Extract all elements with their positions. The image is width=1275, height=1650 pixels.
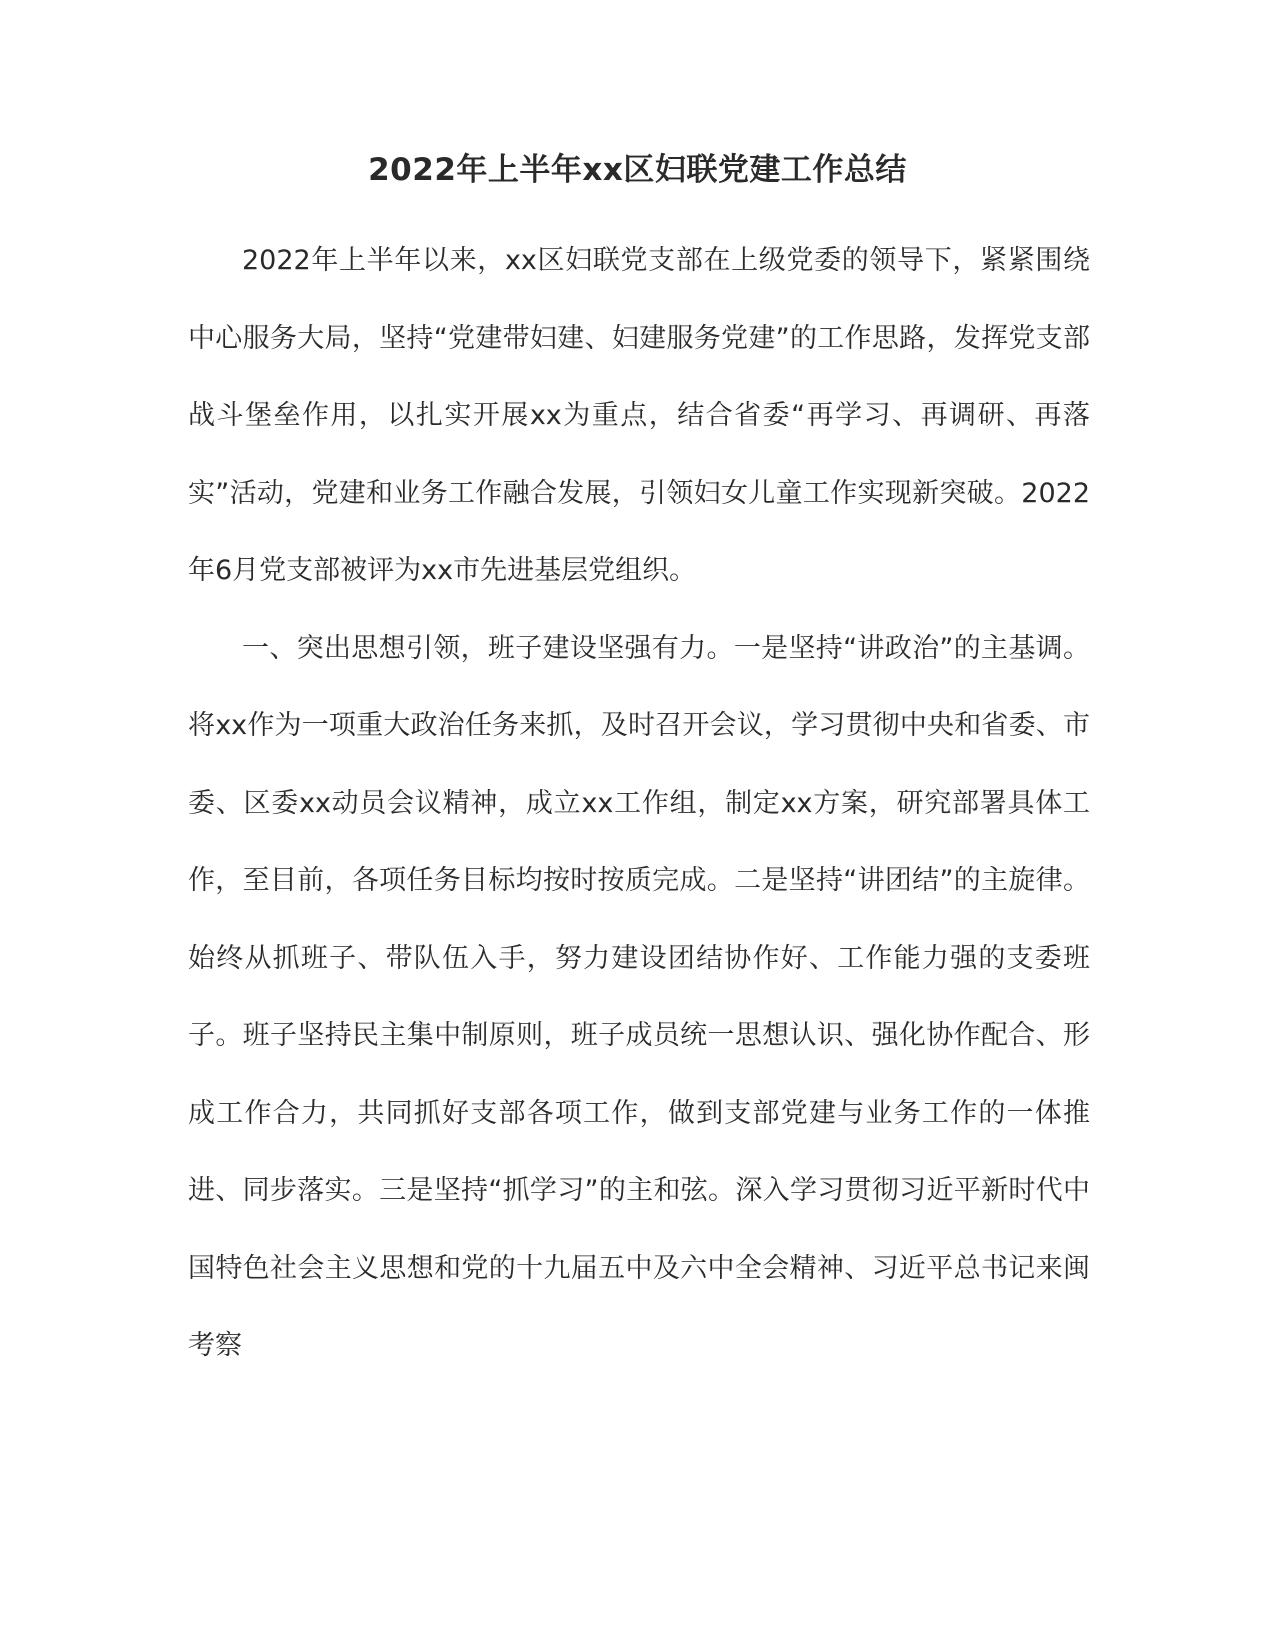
document-body bbox=[188, 222, 1090, 1385]
document-title: 2022年上半年xx区妇联党建工作总结 bbox=[368, 152, 907, 188]
paragraph-intro: 2022年上半年以来，xx区妇联党支部在上级党委的领导下，紧紧围绕中心服务大局，坚持“党建带妇建、妇建服务党建”的工作思路，发挥党支部战斗堡垒作用，以扎实开展xx为重点，结合省委“再学习、再调研、再落实”活动，党建和业务工作融合发展，引领妇女儿童工作实现新突破。2022年6月党支部被评为xx市先进基层党组织。 bbox=[188, 245, 1090, 586]
paragraph-section-one: 一、突出思想引领，班子建设坚强有力。一是坚持“讲政治”的主基调。将xx作为一项重大政治任务来抓，及时召开会议，学习贯彻中央和省委、市委、区委xx动员会议精神，成立xx工作组，制定xx方案，研究部署具体工作，至目前，各项任务目标均按时按质完成。二是坚持“讲团结”的主旋律。始终从抓班子、带队伍入手，努力建设团结协作好、工作能力强的支委班子。班子坚持民主集中制原则，班子成员统一思想认识、强化协作配合、形成工作合力，共同抓好支部各项工作，做到支部党建与业务工作的一体推进、同步落实。三是坚持“抓学习”的主和弦。深入学习贯彻习近平新时代中国特色社会主义思想和党的十九届五中及六中全会精神、习近平总书记来闽考察 bbox=[188, 632, 1090, 1361]
